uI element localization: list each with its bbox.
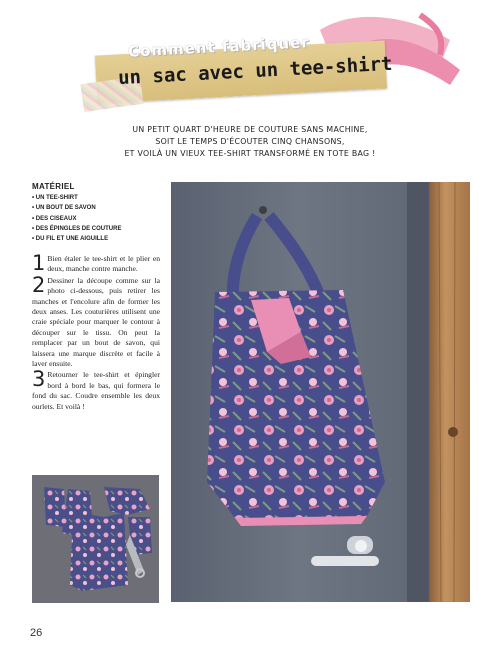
materials-list — [32, 193, 121, 244]
materials-title: MATÉRIEL — [32, 182, 75, 191]
header-kicker: Comment fabriquer — [127, 33, 311, 61]
tote-bag-photo — [171, 182, 470, 602]
header-banner — [0, 0, 500, 118]
tee-shirt-cut-illustration — [32, 475, 159, 603]
intro-text — [120, 124, 380, 160]
instruction-step — [32, 367, 160, 412]
material-item: • UN TEE-SHIRT — [32, 195, 78, 201]
tee-shirt-cut-photo — [32, 475, 159, 603]
step-number: 3 — [32, 367, 46, 392]
material-item: • DES ÉPINGLES DE COUTURE — [32, 225, 122, 232]
page-title: un sac avec un tee-shirt — [117, 52, 393, 90]
step-number: 2 — [32, 272, 46, 297]
instruction-step — [32, 272, 160, 370]
step-number: 1 — [32, 251, 46, 275]
intro-line: UN PETIT QUART D'HEURE DE COUTURE SANS MACHINE, — [132, 125, 368, 134]
step-text: Retourner le tee-shirt et épingler bord à bord le bas, qui formera le fond du sac. Coudre ensemble les deux ourlets. Et voilà ! — [32, 370, 160, 411]
step-text: Dessiner la découpe comme sur la photo ci-dessous, puis retirer les manches et l'encolure afin de former les deux anses. Les couturières utilisent une craie spéciale pour marquer le contour à découper sur le tissu. On peut la remplacer par un bout de savon, qui laissera une marque discrète et facile à laver ensuite. — [32, 275, 160, 369]
intro-line: ET VOILÀ UN VIEUX TEE-SHIRT TRANSFORMÉ EN TOTE BAG ! — [124, 149, 376, 158]
tote-bag-illustration — [171, 182, 470, 602]
instruction-step — [32, 251, 160, 275]
page-number: 26 — [30, 627, 43, 639]
material-item: • UN BOUT DE SAVON — [32, 205, 96, 212]
step-text: Bien étaler le tee-shirt et le plier en deux, manche contre manche. — [47, 254, 160, 274]
material-item: • DU FIL ET UNE AIGUILLE — [32, 236, 109, 243]
material-item: • DES CISEAUX — [32, 215, 77, 222]
instructions — [32, 251, 160, 413]
intro-line: SOIT LE TEMPS D'ÉCOUTER CINQ CHANSONS, — [155, 137, 345, 146]
